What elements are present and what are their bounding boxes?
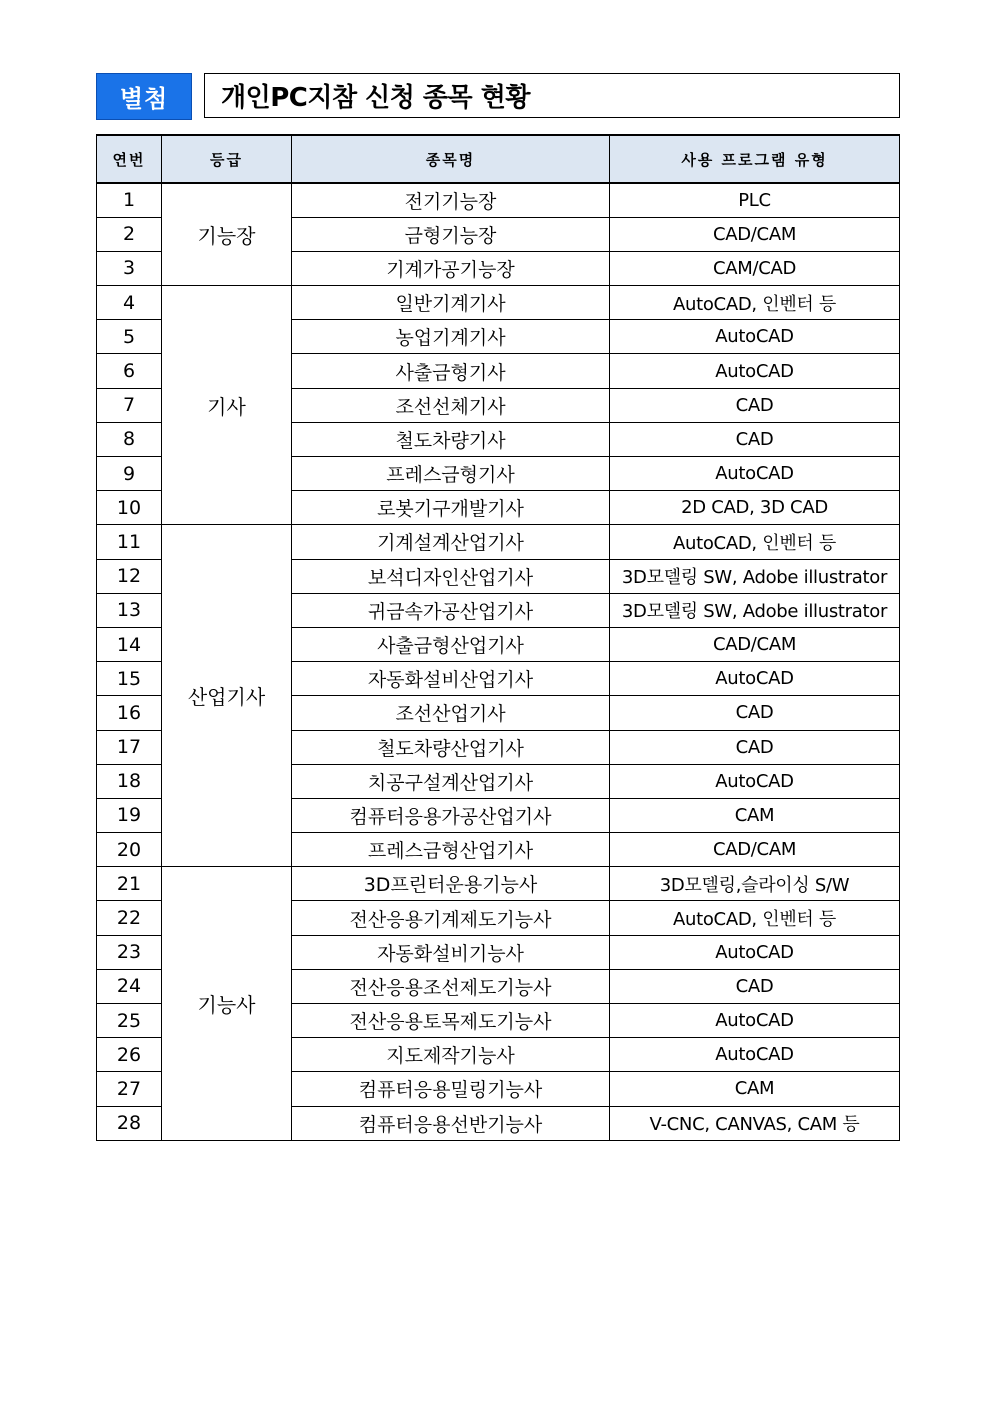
item-name-cell: 기계설계산업기사 — [292, 525, 610, 559]
grade-cell: 기사 — [162, 286, 292, 525]
program-type-cell: AutoCAD — [610, 320, 900, 354]
table-body — [97, 183, 900, 1140]
table-row — [97, 286, 900, 320]
row-number: 7 — [97, 388, 162, 422]
column-header-no: 연번 — [97, 135, 162, 183]
item-name-cell: 프레스금형산업기사 — [292, 833, 610, 867]
item-name-cell: 금형기능장 — [292, 217, 610, 251]
item-name-cell: 컴퓨터응용가공산업기사 — [292, 798, 610, 832]
program-type-cell: CAD/CAM — [610, 217, 900, 251]
row-number: 4 — [97, 286, 162, 320]
application-status-table — [96, 134, 900, 1141]
item-name-cell: 기계가공기능장 — [292, 251, 610, 285]
column-header-program-type: 사용 프로그램 유형 — [610, 135, 900, 183]
row-number: 1 — [97, 183, 162, 217]
table-row — [97, 183, 900, 217]
program-type-cell: CAM/CAD — [610, 251, 900, 285]
item-name-cell: 보석디자인산업기사 — [292, 559, 610, 593]
row-number: 24 — [97, 969, 162, 1003]
attachment-tag: 별첨 — [96, 73, 192, 120]
item-name-cell: 프레스금형기사 — [292, 457, 610, 491]
item-name-cell: 전산응용조선제도기능사 — [292, 969, 610, 1003]
item-name-cell: 컴퓨터응용밀링기능사 — [292, 1072, 610, 1106]
item-name-cell: 조선산업기사 — [292, 696, 610, 730]
program-type-cell: AutoCAD — [610, 457, 900, 491]
item-name-cell: 3D프린터운용기능사 — [292, 867, 610, 901]
row-number: 3 — [97, 251, 162, 285]
item-name-cell: 치공구설계산업기사 — [292, 764, 610, 798]
row-number: 9 — [97, 457, 162, 491]
program-type-cell: AutoCAD — [610, 1004, 900, 1038]
row-number: 13 — [97, 593, 162, 627]
row-number: 20 — [97, 833, 162, 867]
item-name-cell: 일반기계기사 — [292, 286, 610, 320]
row-number: 12 — [97, 559, 162, 593]
grade-cell: 기능사 — [162, 867, 292, 1141]
row-number: 6 — [97, 354, 162, 388]
row-number: 16 — [97, 696, 162, 730]
row-number: 27 — [97, 1072, 162, 1106]
program-type-cell: AutoCAD — [610, 764, 900, 798]
program-type-cell: 3D모델링 SW, Adobe illustrator — [610, 593, 900, 627]
item-name-cell: 로봇기구개발기사 — [292, 491, 610, 525]
table-row — [97, 867, 900, 901]
item-name-cell: 철도차량기사 — [292, 422, 610, 456]
row-number: 25 — [97, 1004, 162, 1038]
item-name-cell: 자동화설비산업기사 — [292, 662, 610, 696]
page-title: 개인PC지참 신청 종목 현황 — [204, 73, 900, 118]
row-number: 18 — [97, 764, 162, 798]
row-number: 15 — [97, 662, 162, 696]
row-number: 26 — [97, 1038, 162, 1072]
row-number: 14 — [97, 627, 162, 661]
program-type-cell: CAM — [610, 1072, 900, 1106]
program-type-cell: CAD/CAM — [610, 833, 900, 867]
program-type-cell: CAD/CAM — [610, 627, 900, 661]
program-type-cell: CAM — [610, 798, 900, 832]
program-type-cell: AutoCAD, 인벤터 등 — [610, 525, 900, 559]
row-number: 11 — [97, 525, 162, 559]
item-name-cell: 조선선체기사 — [292, 388, 610, 422]
program-type-cell: PLC — [610, 183, 900, 217]
row-number: 2 — [97, 217, 162, 251]
item-name-cell: 전산응용토목제도기능사 — [292, 1004, 610, 1038]
program-type-cell: AutoCAD, 인벤터 등 — [610, 286, 900, 320]
program-type-cell: AutoCAD — [610, 935, 900, 969]
item-name-cell: 전산응용기계제도기능사 — [292, 901, 610, 935]
grade-cell: 기능장 — [162, 183, 292, 286]
program-type-cell: CAD — [610, 696, 900, 730]
program-type-cell: 2D CAD, 3D CAD — [610, 491, 900, 525]
program-type-cell: AutoCAD — [610, 1038, 900, 1072]
grade-cell: 산업기사 — [162, 525, 292, 867]
program-type-cell: V-CNC, CANVAS, CAM 등 — [610, 1106, 900, 1140]
item-name-cell: 귀금속가공산업기사 — [292, 593, 610, 627]
program-type-cell: AutoCAD — [610, 662, 900, 696]
row-number: 28 — [97, 1106, 162, 1140]
row-number: 5 — [97, 320, 162, 354]
table-header-row — [97, 135, 900, 183]
program-type-cell: CAD — [610, 730, 900, 764]
item-name-cell: 농업기계기사 — [292, 320, 610, 354]
program-type-cell: 3D모델링 SW, Adobe illustrator — [610, 559, 900, 593]
table-row — [97, 525, 900, 559]
document-header — [96, 73, 902, 120]
program-type-cell: CAD — [610, 388, 900, 422]
program-type-cell: AutoCAD, 인벤터 등 — [610, 901, 900, 935]
item-name-cell: 지도제작기능사 — [292, 1038, 610, 1072]
item-name-cell: 철도차량산업기사 — [292, 730, 610, 764]
row-number: 21 — [97, 867, 162, 901]
program-type-cell: AutoCAD — [610, 354, 900, 388]
program-type-cell: 3D모델링,슬라이싱 S/W — [610, 867, 900, 901]
row-number: 17 — [97, 730, 162, 764]
column-header-grade: 등급 — [162, 135, 292, 183]
item-name-cell: 자동화설비기능사 — [292, 935, 610, 969]
item-name-cell: 전기기능장 — [292, 183, 610, 217]
row-number: 23 — [97, 935, 162, 969]
row-number: 22 — [97, 901, 162, 935]
row-number: 10 — [97, 491, 162, 525]
item-name-cell: 사출금형산업기사 — [292, 627, 610, 661]
row-number: 8 — [97, 422, 162, 456]
column-header-item-name: 종목명 — [292, 135, 610, 183]
program-type-cell: CAD — [610, 969, 900, 1003]
row-number: 19 — [97, 798, 162, 832]
item-name-cell: 사출금형기사 — [292, 354, 610, 388]
program-type-cell: CAD — [610, 422, 900, 456]
item-name-cell: 컴퓨터응용선반기능사 — [292, 1106, 610, 1140]
